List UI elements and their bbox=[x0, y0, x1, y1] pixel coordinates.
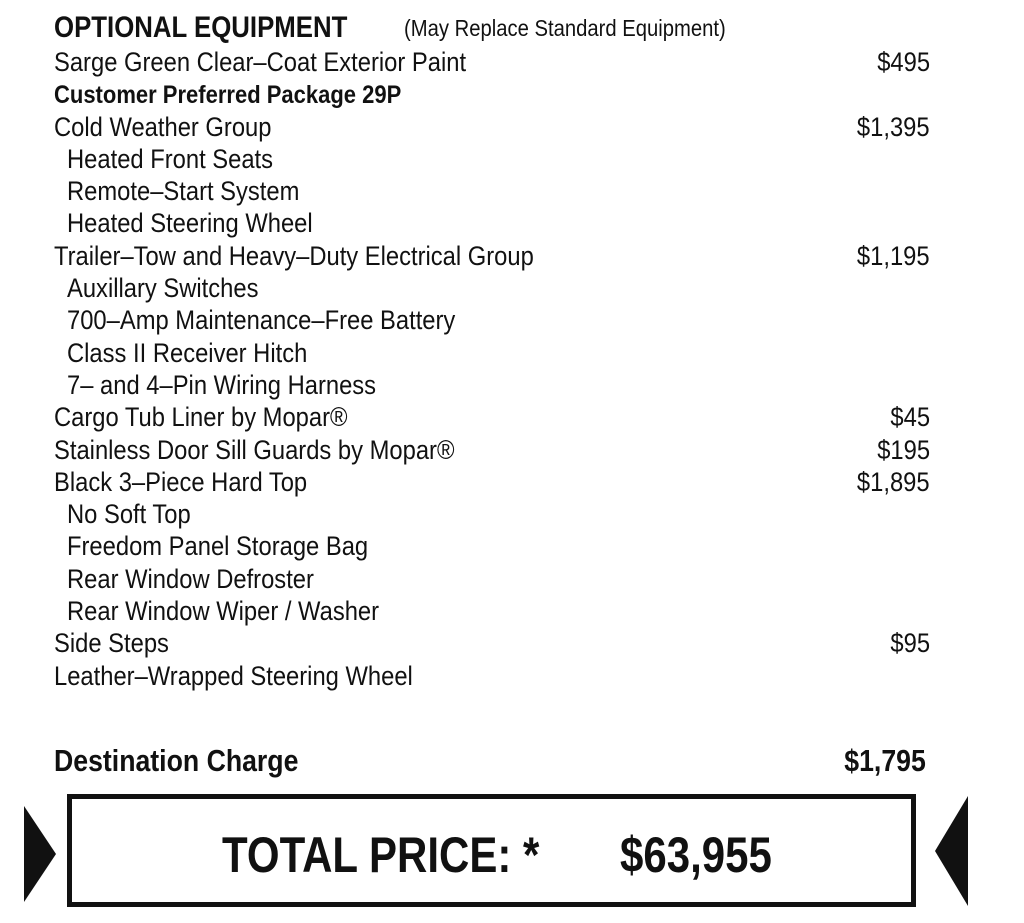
equipment-subitem bbox=[54, 304, 930, 336]
equipment-item-label: No Soft Top bbox=[67, 499, 191, 530]
equipment-item bbox=[54, 434, 930, 466]
equipment-item-label: Side Steps bbox=[54, 628, 169, 659]
section-title: OPTIONAL EQUIPMENT bbox=[54, 11, 348, 44]
equipment-subitem bbox=[54, 272, 930, 304]
equipment-item-price: $195 bbox=[877, 434, 930, 465]
equipment-item-label: Rear Window Defroster bbox=[67, 563, 314, 594]
equipment-item-label: Sarge Green Clear–Coat Exterior Paint bbox=[54, 47, 467, 77]
total-price-box bbox=[67, 794, 916, 907]
section-subtitle: (May Replace Standard Equipment) bbox=[404, 15, 726, 41]
equipment-item-label: Heated Front Seats bbox=[67, 143, 274, 174]
equipment-item bbox=[54, 46, 930, 78]
equipment-subitem bbox=[54, 530, 930, 562]
equipment-item-label: Cold Weather Group bbox=[54, 111, 272, 142]
optional-equipment-section bbox=[54, 10, 930, 692]
equipment-item-label: Heated Steering Wheel bbox=[67, 208, 313, 239]
equipment-subitem bbox=[54, 143, 930, 175]
equipment-item-label: Freedom Panel Storage Bag bbox=[67, 531, 369, 562]
equipment-subitem bbox=[54, 207, 930, 239]
equipment-item-label: Cargo Tub Liner by Mopar® bbox=[54, 402, 348, 433]
equipment-item-label: Trailer–Tow and Heavy–Duty Electrical Group bbox=[54, 240, 534, 271]
equipment-item bbox=[54, 240, 930, 272]
equipment-subitem bbox=[54, 498, 930, 530]
equipment-item bbox=[54, 627, 930, 659]
equipment-item-label: Class II Receiver Hitch bbox=[67, 337, 308, 368]
equipment-subitem bbox=[54, 595, 930, 627]
equipment-subitem bbox=[54, 337, 930, 369]
destination-charge-row bbox=[54, 741, 926, 781]
equipment-item-price: $45 bbox=[890, 402, 930, 433]
equipment-item-label: Black 3–Piece Hard Top bbox=[54, 466, 308, 497]
total-price-label: TOTAL PRICE: * bbox=[222, 827, 540, 883]
equipment-item-label: 7– and 4–Pin Wiring Harness bbox=[67, 369, 377, 400]
right-arrow-icon bbox=[935, 796, 968, 906]
equipment-item bbox=[54, 660, 930, 692]
equipment-item bbox=[54, 401, 930, 433]
equipment-item bbox=[54, 466, 930, 498]
equipment-subitem bbox=[54, 563, 930, 595]
equipment-item-label: Leather–Wrapped Steering Wheel bbox=[54, 660, 413, 691]
equipment-item-label: 700–Amp Maintenance–Free Battery bbox=[67, 305, 456, 336]
left-arrow-icon bbox=[24, 806, 56, 902]
section-heading bbox=[54, 10, 930, 46]
equipment-item-price: $95 bbox=[890, 628, 930, 659]
equipment-subitem bbox=[54, 369, 930, 401]
destination-label: Destination Charge bbox=[54, 743, 299, 778]
equipment-item-label: Stainless Door Sill Guards by Mopar® bbox=[54, 434, 455, 465]
equipment-item-price: $1,395 bbox=[857, 111, 930, 142]
equipment-item-label: Customer Preferred Package 29P bbox=[54, 81, 402, 110]
equipment-item-label: Auxillary Switches bbox=[67, 273, 259, 304]
equipment-item bbox=[54, 111, 930, 143]
equipment-item-price: $1,895 bbox=[857, 466, 930, 497]
equipment-list bbox=[54, 46, 930, 692]
equipment-item-price: $495 bbox=[877, 47, 930, 77]
total-price-value: $63,955 bbox=[620, 827, 772, 883]
destination-price: $1,795 bbox=[844, 743, 926, 778]
equipment-item-price: $1,195 bbox=[857, 240, 930, 271]
equipment-item-label: Rear Window Wiper / Washer bbox=[67, 596, 380, 627]
equipment-item bbox=[54, 78, 930, 110]
equipment-item-label: Remote–Start System bbox=[67, 176, 300, 207]
equipment-subitem bbox=[54, 175, 930, 207]
